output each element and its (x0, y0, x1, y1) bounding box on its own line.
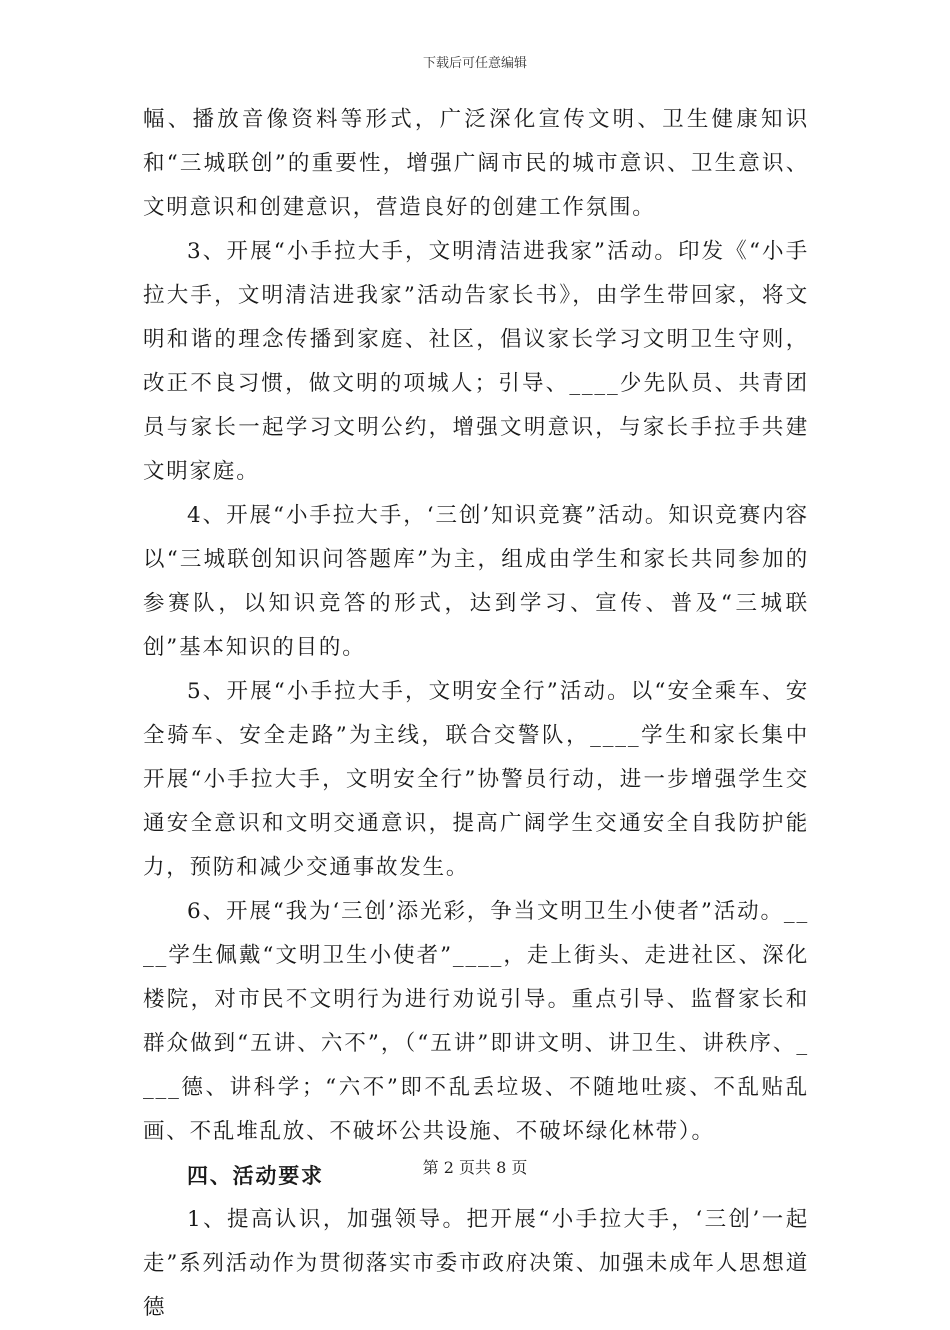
page-footer: 第 2 页共 8 页 (422, 1158, 528, 1177)
paragraph: 5、开展“小手拉大手，文明安全行”活动。以“安全乘车、安全骑车、安全走路”为主线，联合交警队，____学生和家长集中开展“小手拉大手，文明安全行”协警员行动，进一步增强学生交通安全意识和文明交通意识，提高广阔学生交通安全自我防护能力，预防和减少交通事故发生。 (143, 679, 809, 880)
paragraph: 6、开展“我为‘三创’添光彩，争当文明卫生小使者”活动。____学生佩戴“文明卫生小使者”____，走上街头、走进社区、深化楼院，对市民不文明行为进行劝说引导。重点引导、监督家长和群众做到“五讲、六不”，（“五讲”即讲文明、讲卫生、讲秩序、____德、讲科学；“六不”即不乱丢垃圾、不随地吐痰、不乱贴乱画、不乱堆乱放、不破坏公共设施、不破坏绿化林带）。 (143, 899, 809, 1144)
document-body (143, 98, 809, 1330)
paragraph: 幅、播放音像资料等形式，广泛深化宣传文明、卫生健康知识和“三城联创”的重要性，增强广阔市民的城市意识、卫生意识、文明意识和创建意识，营造良好的创建工作氛围。 (143, 107, 809, 220)
paragraph: 3、开展“小手拉大手，文明清洁进我家”活动。印发《“小手拉大手，文明清洁进我家”活动告家长书》，由学生带回家，将文明和谐的理念传播到家庭、社区，倡议家长学习文明卫生守则，改正不良习惯，做文明的项城人；引导、____少先队员、共青团员与家长一起学习文明公约，增强文明意识，与家长手拉手共建文明家庭。 (143, 239, 809, 484)
page-header: 下载后可任意编辑 (422, 56, 527, 71)
paragraph: 4、开展“小手拉大手，‘三创’知识竞赛”活动。知识竞赛内容以“三城联创知识问答题库”为主，组成由学生和家长共同参加的参赛队，以知识竞答的形式，达到学习、宣传、普及“三城联创”基本知识的目的。 (143, 503, 809, 660)
section-heading: 四、活动要求 (187, 1164, 324, 1188)
paragraph: 1、提高认识，加强领导。把开展“小手拉大手，‘三创’一起走”系列活动作为贯彻落实市委市政府决策、加强未成年人思想道德 (143, 1207, 809, 1320)
